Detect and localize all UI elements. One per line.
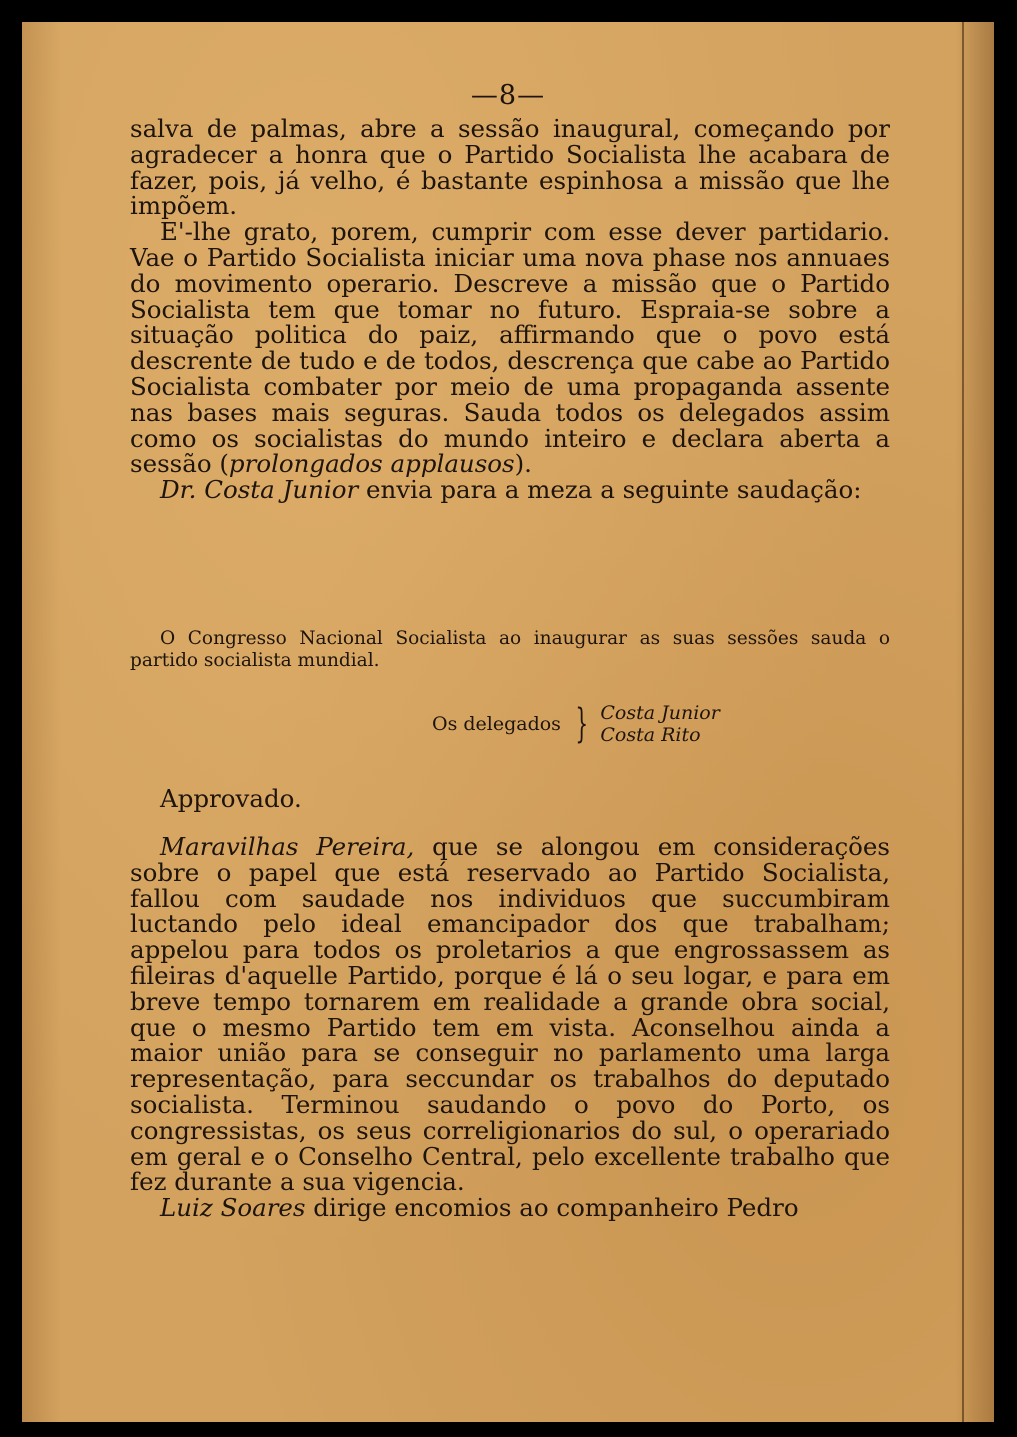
paragraph-costa-junior: [130, 477, 890, 503]
speaker-costa-junior: Dr. Costa Junior: [160, 475, 359, 505]
page-edge-line: [962, 22, 964, 1422]
document-page: [22, 22, 994, 1422]
signature-name: Costa Junior: [600, 702, 720, 724]
approved-note: Approvado.: [160, 784, 302, 813]
speaker-luiz-soares: Luiz Soares: [160, 1193, 306, 1223]
costa-junior-text: envia para a meza a seguinte saudação:: [358, 475, 862, 505]
speaker-maravilhas-pereira: Maravilhas Pereira,: [160, 832, 415, 861]
applause-note: prolongados applausos: [228, 449, 515, 479]
luiz-text: dirige encomios ao companheiro Pedro: [305, 1193, 799, 1223]
page-number: —8—: [470, 80, 546, 111]
greeting-message: [130, 628, 890, 672]
maravilhas-text: que se alongou em considerações sobre o papel que está reservado ao Partido Socialista, fallou com saudade nos individuos que succumbiram luctando pelo ideal emancipador dos que trabalham; appelou para todos os proletarios a que engrossassem as fileiras d'aquelle Partido, porque é lá o seu logar, e para em breve tempo tornarem em realidade a grande obra social, que o mesmo Partido tem em vista. Aconselhou ainda a maior união para se conseguir no parlamento uma larga representação, para seccundar os trabalhos do deputado socialista. Terminou saudando o povo do Porto, os congressistas, os seus correligionarios do sul, o operariado em geral e o Conselho Central, pelo excellente trabalho que fez durante a sua vigencia.: [130, 832, 890, 1197]
signature-label: Os delegados: [432, 713, 561, 735]
signature-name: Costa Rito: [600, 724, 701, 746]
paragraph-luiz-soares: [130, 1195, 890, 1221]
paragraph-opening: salva de palmas, abre a sessão inaugural, começando por agradecer a honra que o Partido Socialista lhe acabara de fazer, pois, já velho, é bastante espinhosa a missão que lhe impõem.: [130, 114, 890, 221]
signature-block: [432, 702, 720, 746]
signature-names: [600, 702, 719, 746]
paragraph-partido: [130, 219, 890, 477]
greeting-text: O Congresso Nacional Socialista ao inaugurar as suas sessões sauda o partido socialista mundial.: [130, 628, 890, 671]
brace-glyph: }: [575, 701, 589, 747]
paragraph-partido-text: E'-lhe grato, porem, cumprir com esse dever partidario. Vae o Partido Socialista iniciar uma nova phase nos annuaes do movimento operario. Descreve a missão que o Partido Socialista tem que tomar no futuro. Espraia-se sobre a situação politica do paiz, affirmando que o povo está descrente de tudo e de todos, descrença que cabe ao Partido Socialista combater por meio de uma propaganda assente nas bases mais seguras. Sauda todos os delegados assim como os socialistas do mundo inteiro e declara aberta a sessão (: [130, 217, 890, 479]
paragraph-maravilhas: [130, 834, 890, 1195]
paragraph-partido-end: ).: [514, 449, 532, 479]
text-block-speeches: [130, 834, 890, 1221]
text-block-opening: [130, 116, 890, 503]
